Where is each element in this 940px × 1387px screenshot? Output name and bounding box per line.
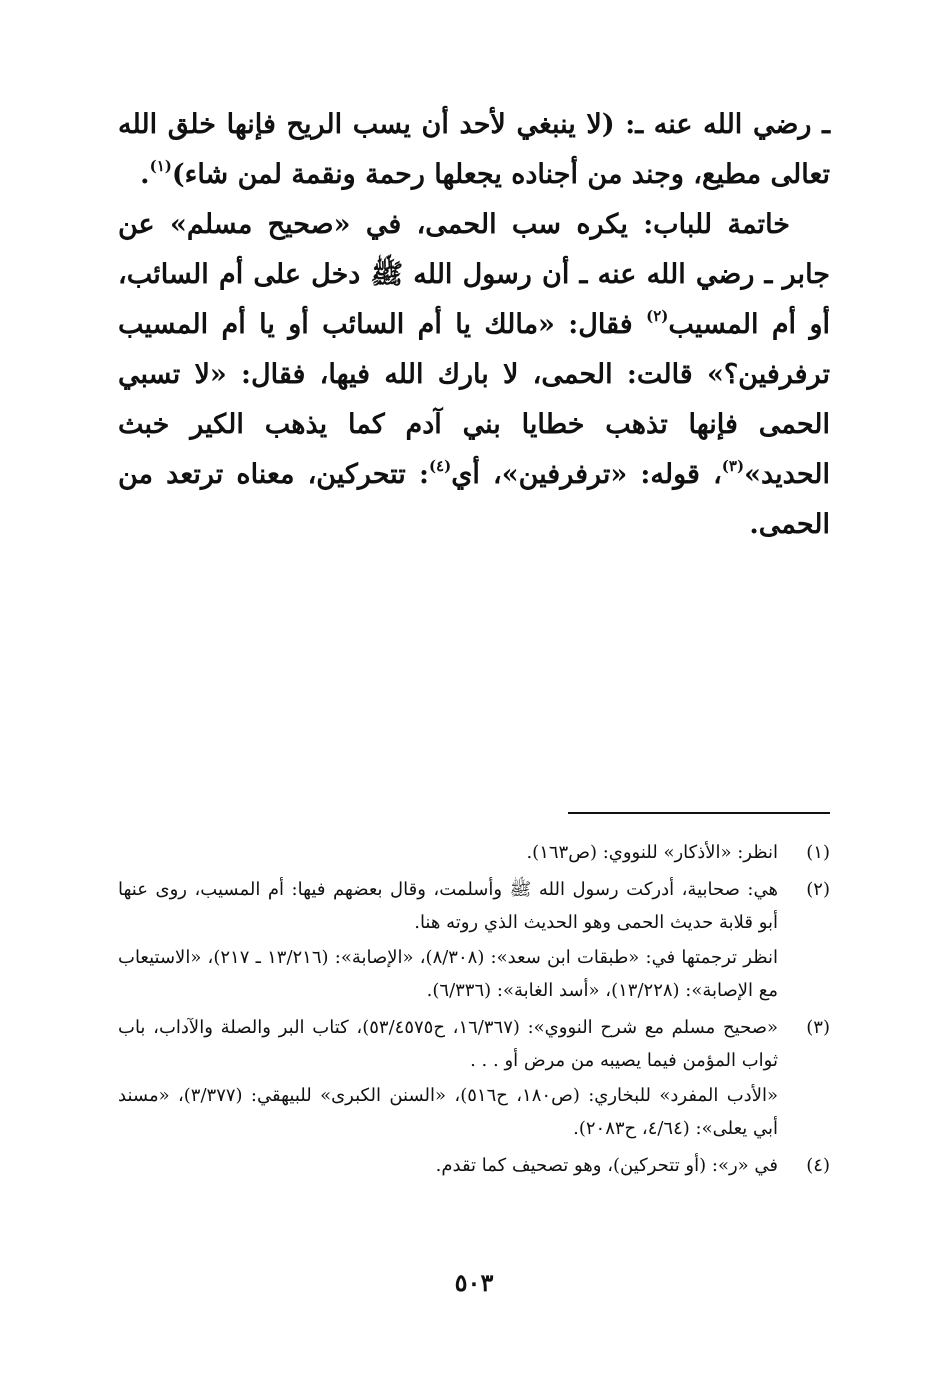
main-text: [118, 100, 830, 550]
footnote-ref: (٣): [721, 457, 745, 475]
footnote-divider: [568, 812, 830, 814]
footnote-body: [118, 1011, 778, 1145]
paragraph: [118, 100, 830, 200]
footnote-item: [118, 1149, 830, 1182]
footnote-line: في «ر»: (أو تتحركين)، وهو تصحيف كما تقدم.: [435, 1155, 778, 1176]
footnote-ref: (٢): [646, 307, 669, 325]
footnote-number: (٢): [806, 879, 830, 900]
footnote-item: [118, 836, 830, 869]
footnote-body: [118, 873, 778, 1007]
footnote-line: انظر: «الأذكار» للنووي: (ص١٦٣).: [526, 842, 778, 863]
footnote-ref: (١): [149, 157, 172, 175]
paragraph: [118, 200, 830, 550]
footnote-body: [118, 836, 778, 869]
book-page: [118, 0, 830, 1387]
footnote-line: انظر ترجمتها في: «طبقات ابن سعد»: (٨/٣٠٨)، «الإصابة»: (١٣/٢١٦ ـ ٢١٧)، «الاستيعاب مع الإصابة»: (١٣/٢٢٨)، «أسد الغابة»: (٦/٣٣٦).: [118, 947, 778, 1001]
text-segment: خاتمة للباب: يكره سب الحمى، في «صحيح مسلم» عن جابر ـ رضي الله عنه ـ أن رسول الله ﷺ دخل على أم السائب، أو أم المسيب: [118, 209, 830, 340]
footnote-number: (١): [806, 842, 830, 863]
footnote-ref: (٤): [428, 457, 452, 475]
footnote-item: [118, 873, 830, 1007]
text-segment: .: [140, 159, 150, 190]
text-segment: ، قوله: «ترفرفين»، أي: [451, 459, 722, 490]
footnote-body: [118, 1149, 778, 1182]
footnote-line: هي: صحابية، أدركت رسول الله ﷺ وأسلمت، وقال بعضهم فيها: أم المسيب، روى عنها أبو قلابة حديث الحمى وهو الحديث الذي روته هنا.: [118, 879, 778, 933]
footnote-item: [118, 1011, 830, 1145]
footnote-number: (٣): [806, 1017, 830, 1038]
page-number: ٥٠٣: [454, 1268, 494, 1297]
footnote-number: (٤): [806, 1155, 830, 1176]
footnote-line: «صحيح مسلم مع شرح النووي»: (١٦/٣٦٧، ح٥٣/٤٥٧٥)، كتاب البر والصلة والآداب، باب ثواب المؤمن فيما يصيبه من مرض أو . . .: [118, 1017, 778, 1071]
text-segment: فقال: «مالك يا أم السائب أو يا أم المسيب ترفرفين؟» قالت: الحمى، لا بارك الله فيها، فقال: «لا تسبي الحمى فإنها تذهب خطايا بني آدم كما يذهب الكير خبث الحديد»: [118, 309, 830, 490]
text-segment: : تتحركين، معناه ترتعد من الحمى.: [118, 459, 830, 540]
footnote-line: «الأدب المفرد» للبخاري: (ص١٨٠، ح٥١٦)، «السنن الكبرى» للبيهقي: (٣/٣٧٧)، «مسند أبي يعلى»: (٤/٦٤، ح٢٠٨٣).: [118, 1085, 778, 1139]
footnotes: [118, 836, 830, 1186]
text-segment: ـ رضي الله عنه ـ: (لا ينبغي لأحد أن يسب الريح فإنها خلق الله تعالى مطيع، وجند من أجناده يجعلها رحمة ونقمة لمن شاء): [118, 109, 830, 190]
